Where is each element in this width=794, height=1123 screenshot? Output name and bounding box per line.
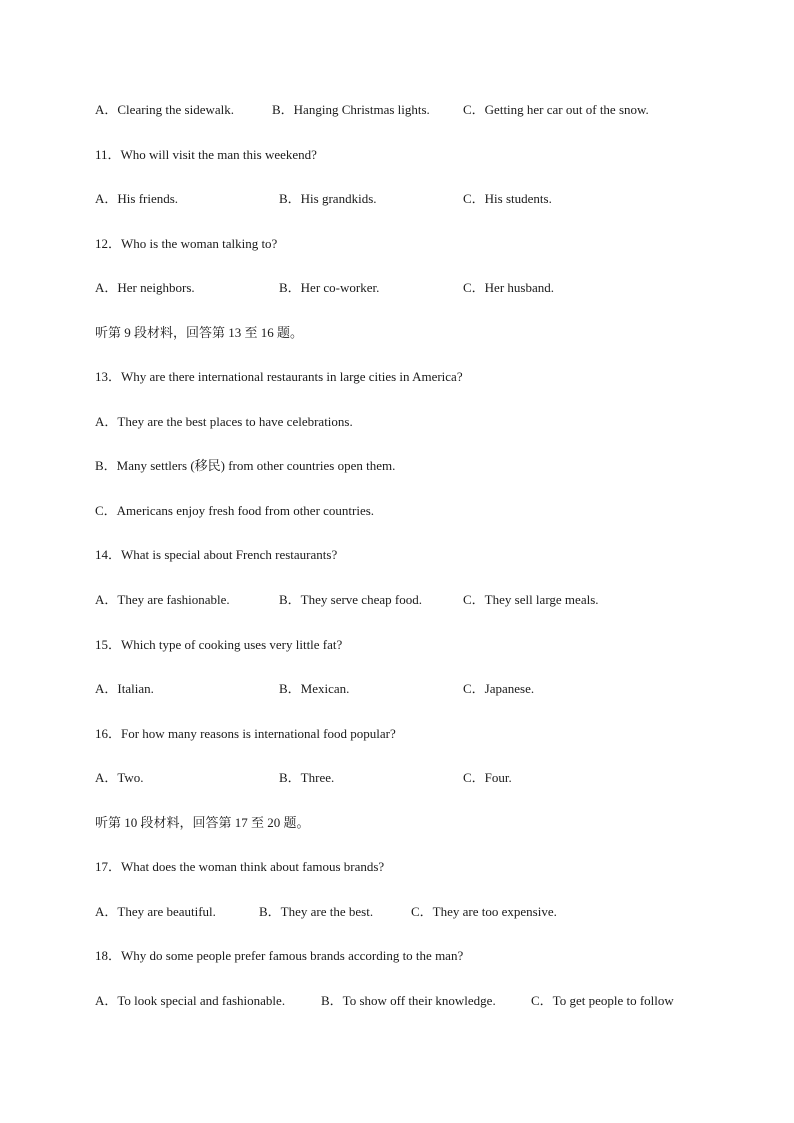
q12-option-b: B．Her co-worker. [279,280,380,295]
q12-question: 12．Who is the woman talking to? [95,236,278,251]
q18-option-c: C．To get people to follow [531,993,674,1008]
q13-option-b: B．Many settlers (移民) from other countries open them. [95,458,396,473]
q14-option-b: B．They serve cheap food. [279,592,422,607]
q15-option-a: A．Italian. [95,681,154,696]
q17-question: 17．What does the woman think about famous brands? [95,859,385,874]
q18-option-b: B．To show off their knowledge. [321,993,496,1008]
q16-option-c: C．Four. [463,770,512,785]
q13-question: 13．Why are there international restaurants in large cities in America? [95,369,463,384]
q11-option-c: C．His students. [463,191,552,206]
q10-option-b: B．Hanging Christmas lights. [272,102,430,117]
q15-option-c: C．Japanese. [463,681,535,696]
q10-option-c: C．Getting her car out of the snow. [463,102,649,117]
q18-question: 18．Why do some people prefer famous brands according to the man? [95,948,464,963]
section-10-instruction: 听第 10 段材料，回答第 17 至 20 题。 [95,815,310,830]
q11-question: 11．Who will visit the man this weekend? [95,147,317,162]
q13-option-a: A．They are the best places to have celebrations. [95,414,353,429]
q12-option-a: A．Her neighbors. [95,280,195,295]
q17-option-a: A．They are beautiful. [95,904,216,919]
q16-option-b: B．Three. [279,770,335,785]
section-9-instruction: 听第 9 段材料，回答第 13 至 16 题。 [95,325,304,340]
q14-option-a: A．They are fashionable. [95,592,230,607]
q14-option-c: C．They sell large meals. [463,592,599,607]
q17-option-c: C．They are too expensive. [411,904,557,919]
q10-option-a: A．Clearing the sidewalk. [95,102,234,117]
q17-option-b: B．They are the best. [259,904,374,919]
q14-question: 14．What is special about French restaurants? [95,547,338,562]
q16-question: 16．For how many reasons is international food popular? [95,726,396,741]
q15-option-b: B．Mexican. [279,681,350,696]
q13-option-c: C．Americans enjoy fresh food from other countries. [95,503,375,518]
q16-option-a: A．Two. [95,770,144,785]
q12-option-c: C．Her husband. [463,280,554,295]
q11-option-b: B．His grandkids. [279,191,377,206]
q11-option-a: A．His friends. [95,191,179,206]
q15-question: 15．Which type of cooking uses very little fat? [95,637,343,652]
q18-option-a: A．To look special and fashionable. [95,993,286,1008]
